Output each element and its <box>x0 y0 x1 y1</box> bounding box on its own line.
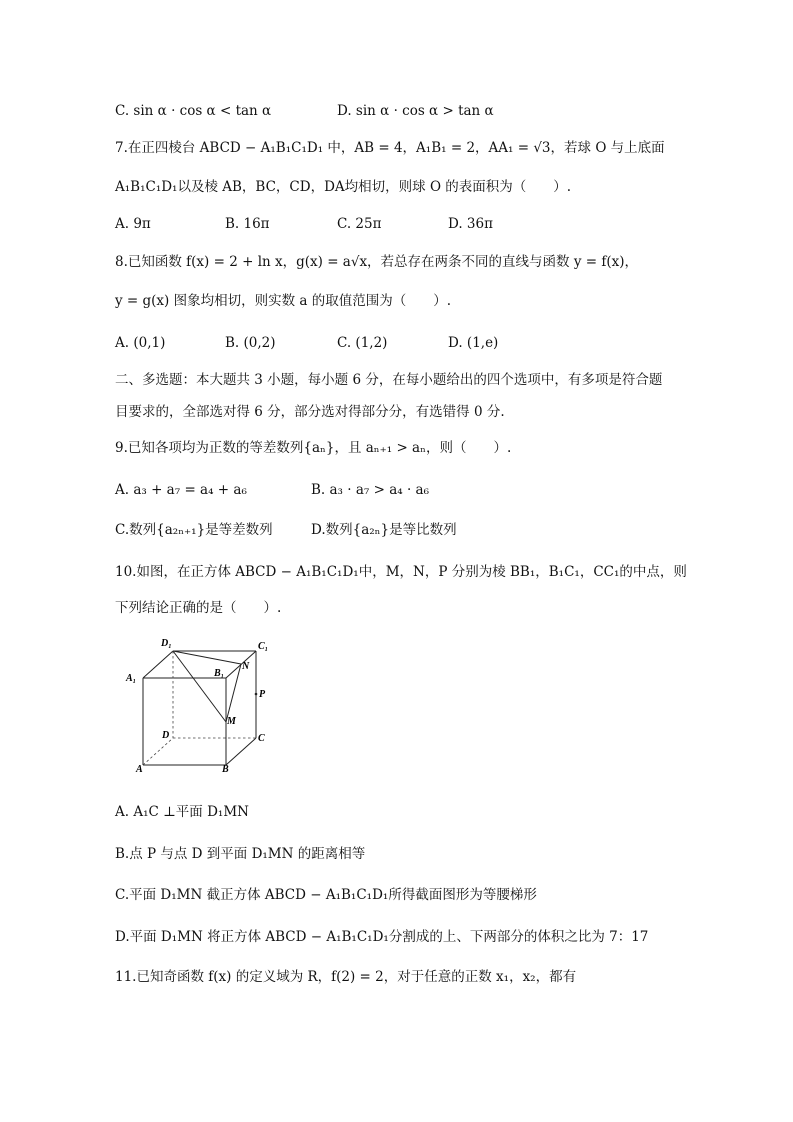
label-d1: D₁ <box>161 638 172 649</box>
label-m: M <box>227 716 236 727</box>
label-n: N <box>242 661 250 672</box>
segment-n-m <box>226 664 241 722</box>
q9-option-d: D.数列{a₂ₙ}是等比数列 <box>311 522 457 538</box>
q7-option-a: A. 9π <box>115 216 151 232</box>
label-d: D <box>162 730 170 741</box>
q6-option-c: C. sin α · cos α < tan α <box>115 103 272 119</box>
q10-stem-line2: 下列结论正确的是（ ）. <box>115 600 282 616</box>
q8-option-d: D. (1,e) <box>448 335 499 351</box>
section2-heading-line2: 目要求的，全部选对得 6 分，部分选对得部分分，有选错得 0 分. <box>115 404 505 420</box>
q8-option-c: C. (1,2) <box>337 335 388 351</box>
q10-option-a: A. A₁C ⊥平面 D₁MN <box>115 804 249 820</box>
q8-option-a: A. (0,1) <box>115 335 166 351</box>
label-b1: B₁ <box>214 668 225 679</box>
q10-option-c: C.平面 D₁MN 截正方体 ABCD − A₁B₁C₁D₁所得截面图形为等腰梯形 <box>115 887 537 903</box>
label-a: A <box>136 764 143 772</box>
segment-d1-n <box>173 651 241 664</box>
q7-option-d: D. 36π <box>448 216 493 232</box>
q9-stem: 9.已知各项均为正数的等差数列{aₙ}，且 aₙ₊₁ > aₙ，则（ ）. <box>115 440 512 456</box>
label-p: P <box>259 689 266 700</box>
edge-b-c <box>226 738 256 765</box>
q10-option-d: D.平面 D₁MN 将正方体 ABCD − A₁B₁C₁D₁分割成的上、下两部分的体积之比为 7：17 <box>115 929 649 945</box>
q10-option-b: B.点 P 与点 D 到平面 D₁MN 的距离相等 <box>115 846 366 862</box>
q9-option-c: C.数列{a₂ₙ₊₁}是等差数列 <box>115 522 273 538</box>
label-a1: A₁ <box>126 673 137 684</box>
hidden-edge-a-d <box>143 738 173 765</box>
q10-stem-line1: 10.如图，在正方体 ABCD − A₁B₁C₁D₁中，M，N，P 分别为棱 BB₁，B₁C₁，CC₁的中点，则 <box>115 564 687 580</box>
section2-heading-line1: 二、多选题：本大题共 3 小题，每小题 6 分，在每小题给出的四个选项中，有多项是符合题 <box>115 372 663 388</box>
label-b: B <box>222 764 229 772</box>
label-c1: C₁ <box>258 641 269 652</box>
q6-option-d: D. sin α · cos α > tan α <box>337 103 494 119</box>
q8-stem-line1: 8.已知函数 f(x) = 2 + ln x，g(x) = a√x，若总存在两条不同的直线与函数 y = f(x)， <box>115 254 639 270</box>
q7-option-b: B. 16π <box>225 216 270 232</box>
edge-a1-d1 <box>143 651 173 678</box>
q11-stem-line1: 11.已知奇函数 f(x) 的定义域为 R，f(2) = 2，对于任意的正数 x₁，x₂，都有 <box>115 969 577 985</box>
point-p-dot <box>255 693 258 696</box>
q7-option-c: C. 25π <box>337 216 382 232</box>
q9-option-b: B. a₃ · a₇ > a₄ · a₆ <box>311 482 429 498</box>
q8-stem-line2: y = g(x) 图象均相切，则实数 a 的取值范围为（ ）. <box>115 293 452 309</box>
q7-stem-line2: A₁B₁C₁D₁以及棱 AB，BC，CD，DA均相切，则球 O 的表面积为（ ）. <box>115 179 572 195</box>
q8-option-b: B. (0,2) <box>225 335 276 351</box>
q9-option-a: A. a₃ + a₇ = a₄ + a₆ <box>115 482 247 498</box>
segment-d1-m <box>173 651 226 722</box>
q7-stem-line1: 7.在正四棱台 ABCD − A₁B₁C₁D₁ 中，AB = 4，A₁B₁ = 2，AA₁ = √3，若球 O 与上底面 <box>115 140 665 156</box>
label-c: C <box>258 733 265 744</box>
cube-figure <box>118 632 278 772</box>
